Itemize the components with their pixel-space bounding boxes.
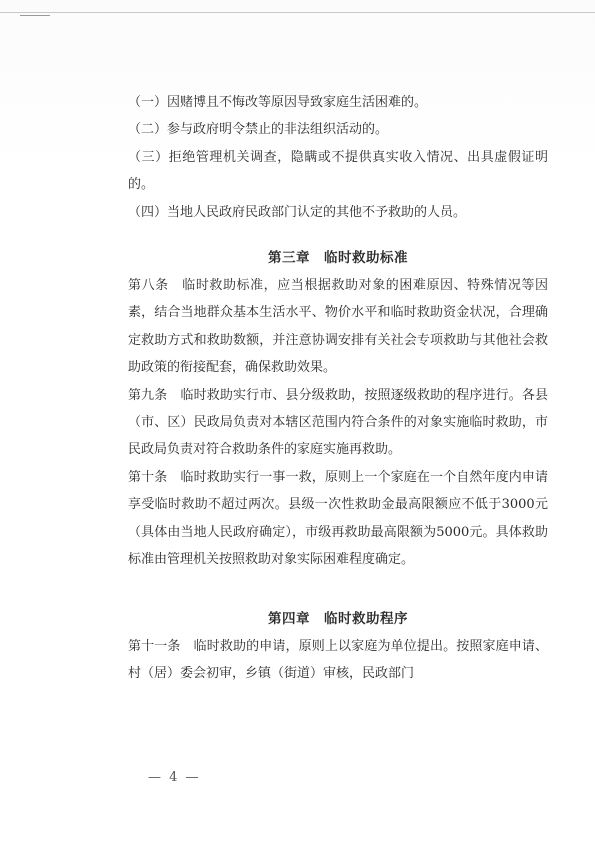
article-9: 第九条 临时救助实行市、县分级救助，按照逐级救助的程序进行。各县（市、区）民政局负责对本辖区范围内符合条件的对象实施临时救助，市民政局负责对符合救助条件的家庭实施再救助。: [128, 387, 548, 458]
page-number: — 4 —: [148, 770, 201, 785]
chapter-4-heading: 第四章 临时救助程序: [268, 610, 408, 627]
paragraph-exclusion-3: （三）拒绝管理机关调查，隐瞒或不提供真实收入情况、出具虚假证明的。: [128, 149, 548, 193]
paragraph-exclusion-2: （二）参与政府明令禁止的非法组织活动的。: [128, 122, 389, 138]
paragraph-exclusion-4: （四）当地人民政府民政部门认定的其他不予救助的人员。: [128, 204, 467, 220]
chapter-3-heading: 第三章 临时救助标准: [268, 250, 408, 267]
paragraph-exclusion-1: （一）因赌博且不悔改等原因导致家庭生活困难的。: [128, 95, 428, 110]
article-8: 第八条 临时救助标准，应当根据救助对象的困难原因、特殊情况等因素，结合当地群众基本生活水平、物价水平和临时救助资金状况，合理确定救助方式和救助数额，并注意协调安排有关社会专项救助与其他社会救助政策的衔接配套，确保救助效果。: [128, 278, 548, 376]
scan-edge-line: [0, 12, 595, 13]
article-11: 第十一条 临时救助的申请，原则上以家庭为单位提出。按照家庭申请、村（居）委会初审，乡镇（街道）审核，民政部门: [128, 638, 548, 681]
body-text: [128, 89, 548, 687]
article-10: 第十条 临时救助实行一事一救，原则上一个家庭在一个自然年度内申请享受临时救助不超过两次。县级一次性救助金最高限额应不低于3000元（具体由当地人民政府确定），市级再救助最高限额为5000元。具体救助标准由管理机关按照救助对象实际困难程度确定。: [128, 469, 548, 568]
scan-mark: [20, 15, 50, 16]
